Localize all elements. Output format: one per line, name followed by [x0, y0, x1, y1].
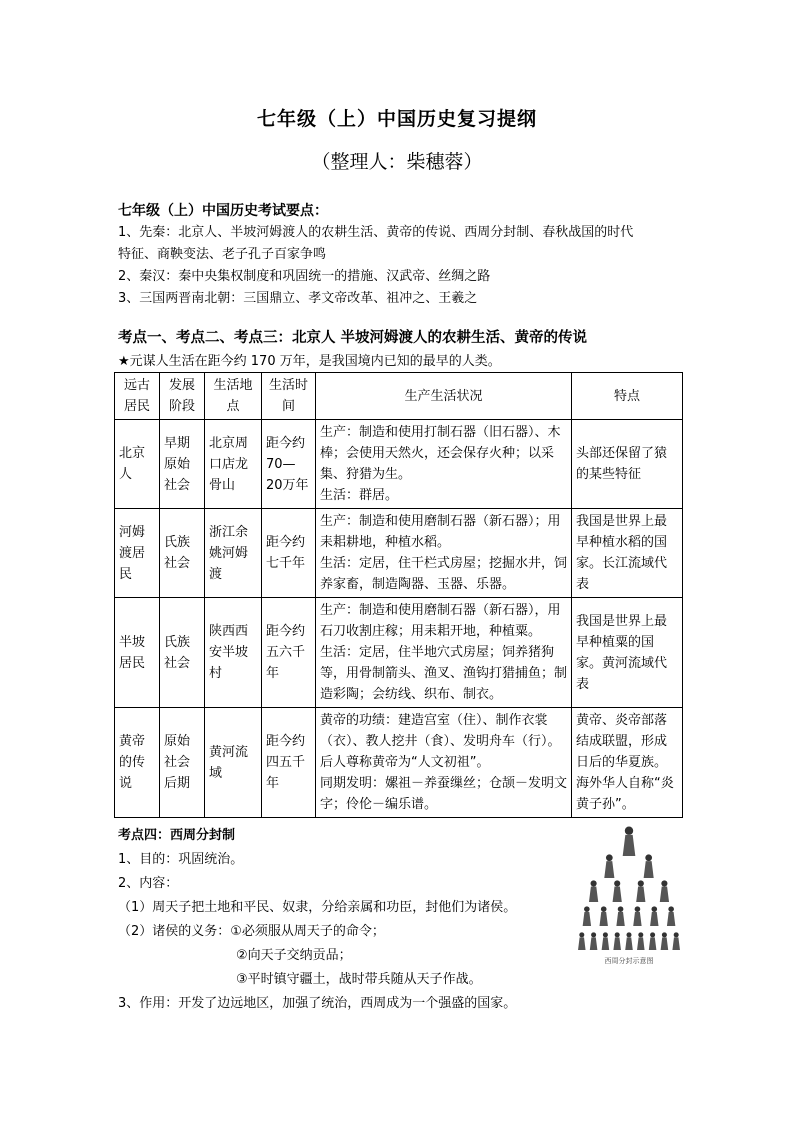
page-subtitle: （整理人：柴穗蓉）: [311, 151, 483, 173]
cell-place: 陕西西安半坡村: [205, 598, 262, 708]
life-line: 生产：制造和使用磨制石器（新石器）；用耒耜耕地，种植水稻。: [320, 514, 561, 550]
figure-person: [636, 880, 645, 902]
cell-name: 黄帝的传说: [115, 708, 160, 818]
life-line: 生活：群居。: [320, 488, 399, 503]
section4: [118, 824, 588, 1016]
cell-life: [316, 509, 572, 598]
section4-indented-line: ③平时镇守疆土，战时带兵随从天子作战。: [236, 972, 482, 987]
figure-person: [672, 932, 680, 950]
cell-stage: 氏族社会: [160, 598, 205, 708]
outline-item: 特征、商鞅变法、老子孔子百家争鸣: [118, 247, 327, 262]
section4-line: （1）周天子把土地和平民、奴隶，分给亲属和功臣，封他们为诸侯。: [118, 900, 517, 915]
figure-caption: 西周分封示意图: [604, 957, 654, 965]
figure-person: [590, 932, 598, 950]
figure-person: [583, 906, 591, 926]
cell-name: 北京人: [115, 420, 160, 509]
header-cell: 生活时间: [262, 373, 316, 420]
figure-person: [602, 932, 610, 950]
page-title: 七年级（上）中国历史复习提纲: [256, 108, 537, 130]
cell-stage: 原始社会后期: [160, 708, 205, 818]
cell-place: 浙江余姚河姆渡: [205, 509, 262, 598]
life-line: 黄帝的功绩：建造宫室（住）、制作衣裳（衣）、教人挖井（食）、发明舟车（行）。后人尊称黄帝为“人文初祖”。: [320, 713, 561, 770]
cell-life: [316, 708, 572, 818]
table-row: [115, 509, 683, 598]
cell-name: 半坡居民: [115, 598, 160, 708]
section4-line: 1、目的：巩固统治。: [118, 852, 244, 867]
figure-person: [616, 906, 624, 926]
figure-person: [667, 906, 675, 926]
table-row: [115, 708, 683, 818]
cell-place: 黄河流域: [205, 708, 262, 818]
figure-person: [660, 880, 669, 902]
section4-line: 2、内容：: [118, 876, 179, 891]
life-line: 生产：制造和使用磨制石器（新石器），用石刀收割庄稼；用耒耜开地，种植粟。: [320, 603, 561, 639]
feudal-pyramid-drawing: [570, 820, 688, 968]
section4-line: （2）诸侯的义务：①必须服从周天子的命令；: [118, 924, 385, 939]
table-row: [115, 420, 683, 509]
outline-item: 1、先秦：北京人、半坡河姆渡人的农耕生活、黄帝的传说、西周分封制、春秋战国的时代: [118, 225, 634, 240]
figure-person: [613, 932, 621, 950]
life-line: 生活：定居，住半地穴式房屋；饲养猪狗等，用骨制箭头、渔叉、渔钩打猎捕鱼；制造彩陶；会纺线、织布、制衣。: [320, 645, 568, 702]
cell-time: 距今约四五千年: [262, 708, 316, 818]
figure-person: [644, 854, 654, 878]
figure-person: [589, 880, 598, 902]
section1-heading: 考点一、考点二、考点三：北京人 半坡河姆渡人的农耕生活、黄帝的传说: [118, 330, 588, 346]
cell-feature: 黄帝、炎帝部落结成联盟，形成日后的华夏族。海外华人自称“炎黄子孙”。: [572, 708, 683, 818]
header-cell: 发展阶段: [160, 373, 205, 420]
section4-heading: 考点四：西周分封制: [118, 828, 236, 843]
header-cell: 远古居民: [115, 373, 160, 420]
exam-outline: [118, 200, 698, 310]
outline-item: 2、秦汉：秦中央集权制度和巩固统一的措施、汉武帝、丝绸之路: [118, 269, 491, 284]
life-line: 生产：制造和使用打制石器（旧石器）、木棒；会使用天然火，还会保存火种；以采集、狩猎为生。: [320, 425, 561, 482]
section4-indented-line: ②向天子交纳贡品；: [236, 948, 352, 963]
cell-time: 距今约70—20万年: [262, 420, 316, 509]
figure-person: [604, 854, 614, 878]
section4-line: 3、作用：开发了边远地区，加强了统治，西周成为一个强盛的国家。: [118, 996, 517, 1011]
cell-time: 距今约五六千年: [262, 598, 316, 708]
life-line: 生活：定居，住干栏式房屋；挖掘水井，饲养家畜，制造陶器、玉器、乐器。: [320, 556, 568, 592]
cell-life: [316, 598, 572, 708]
cell-place: 北京周口店龙骨山: [205, 420, 262, 509]
cell-life: [316, 420, 572, 509]
outline-heading: 七年级（上）中国历史考试要点：: [118, 203, 328, 219]
figure-person: [633, 906, 641, 926]
figure-person: [650, 906, 658, 926]
figure-person: [613, 880, 622, 902]
figure-person: [600, 906, 608, 926]
figure-person: [661, 932, 669, 950]
life-line: 同期发明：嫘祖－养蚕缫丝；仓颉－发明文字；伶伦－编乐谱。: [320, 776, 568, 812]
table-header-row: [115, 373, 683, 420]
cell-stage: 氏族社会: [160, 509, 205, 598]
cell-time: 距今约七千年: [262, 509, 316, 598]
cell-name: 河姆渡居民: [115, 509, 160, 598]
header-cell: 特点: [572, 373, 683, 420]
table-row: [115, 598, 683, 708]
cell-feature: 我国是世界上最早种植水稻的国家。长江流域代表: [572, 509, 683, 598]
figure-person: [623, 827, 636, 856]
cell-feature: 头部还保留了猿的某些特征: [572, 420, 683, 509]
figure-person: [637, 932, 645, 950]
feudal-pyramid-icon: [570, 820, 688, 968]
cell-stage: 早期原始社会: [160, 420, 205, 509]
figure-person: [578, 932, 586, 950]
header-cell: 生产生活状况: [316, 373, 572, 420]
header-cell: 生活地点: [205, 373, 262, 420]
figure-person: [649, 932, 657, 950]
outline-item: 3、三国两晋南北朝：三国鼎立、孝文帝改革、祖冲之、王羲之: [118, 291, 478, 306]
cell-feature: 我国是世界上最早种植粟的国家。黄河流域代表: [572, 598, 683, 708]
figure-person: [625, 932, 633, 950]
section1-note: ★元谋人生活在距今约 170 万年，是我国境内已知的最早的人类。: [118, 354, 501, 369]
ancient-people-table: [114, 372, 683, 818]
